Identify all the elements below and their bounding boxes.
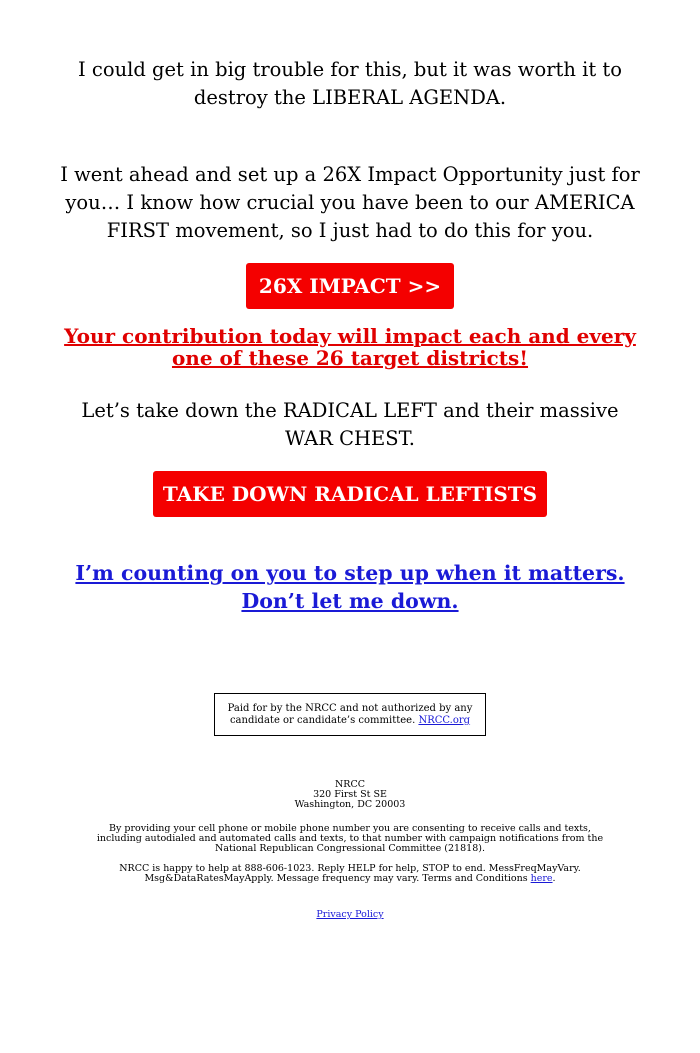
privacy-wrap: [0, 910, 700, 920]
disclaimer-text: Paid for by the NRCC and not authorized by any candidate or candidate’s committee.: [227, 703, 473, 726]
address-city: Washington, DC 20003: [294, 799, 406, 810]
take-down-leftists-button[interactable]: TAKE DOWN RADICAL LEFTISTS: [153, 471, 547, 517]
target-districts-link[interactable]: Your contribution today will impact each and every one of these 26 target districts!: [64, 324, 636, 370]
intro-paragraph: I could get in big trouble for this, but it was worth it to destroy the LIBERAL AGENDA.: [78, 58, 622, 109]
sms-consent-text: By providing your cell phone or mobile phone number you are consenting to receive calls and texts, including autodialed and automated calls and texts, to that number with campaign notifications from the National Republican Congressional Committee (21818).: [96, 823, 604, 854]
impact-26x-button[interactable]: 26X IMPACT >>: [246, 263, 454, 309]
help-text: [90, 864, 610, 884]
counting-on-you-link[interactable]: I’m counting on you to step up when it matters. Don’t let me down.: [75, 561, 625, 613]
help-body: NRCC is happy to help at 888-606-1023. Reply HELP for help, STOP to end. MessFreqMayVary. Msg&DataRatesMayApply. Message frequency may vary. Terms and Conditions: [119, 863, 581, 884]
radical-left-paragraph: Let’s take down the RADICAL LEFT and their massive WAR CHEST.: [81, 399, 619, 450]
offer-paragraph: I went ahead and set up a 26X Impact Opportunity just for you… I know how crucial you have been to our AMERICA FIRST movement, so I just had to do this for you.: [60, 163, 640, 242]
nrcc-org-link[interactable]: NRCC.org: [418, 715, 471, 726]
paid-for-disclaimer: [214, 693, 486, 736]
help-period: .: [552, 873, 556, 884]
address-name: NRCC: [334, 779, 365, 790]
terms-here-link[interactable]: here: [530, 873, 553, 884]
mailing-address: [0, 780, 700, 810]
impact-button-wrap: [0, 263, 700, 309]
address-street: 320 First St SE: [313, 789, 387, 800]
take-down-button-wrap: [0, 471, 700, 517]
privacy-policy-link[interactable]: Privacy Policy: [316, 909, 384, 920]
